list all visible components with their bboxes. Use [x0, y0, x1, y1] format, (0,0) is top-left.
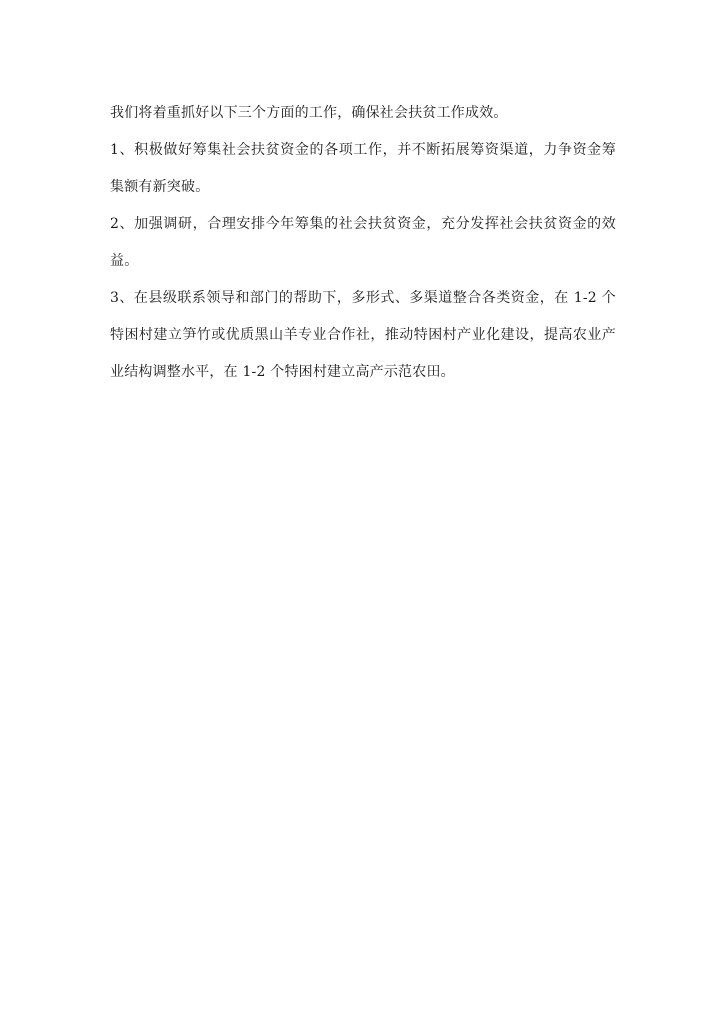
intro-paragraph: 我们将着重抓好以下三个方面的工作，确保社会扶贫工作成效。	[110, 105, 508, 121]
item-1-paragraph: 1、积极做好筹集社会扶贫资金的各项工作，并不断拓展筹资渠道，力争资金筹集额有新突破。	[110, 142, 616, 195]
item-2-paragraph: 2、加强调研，合理安排今年筹集的社会扶贫资金，充分发挥社会扶贫资金的效益。	[110, 216, 616, 269]
item-3-paragraph: 3、在县级联系领导和部门的帮助下，多形式、多渠道整合各类资金，在 1-2 个特困村建立笋竹或优质黑山羊专业合作社，推动特困村产业化建设，提高农业产业结构调整水平，在 1-2 个特困村建立高产示范农田。	[110, 290, 616, 380]
document-body	[110, 95, 616, 391]
